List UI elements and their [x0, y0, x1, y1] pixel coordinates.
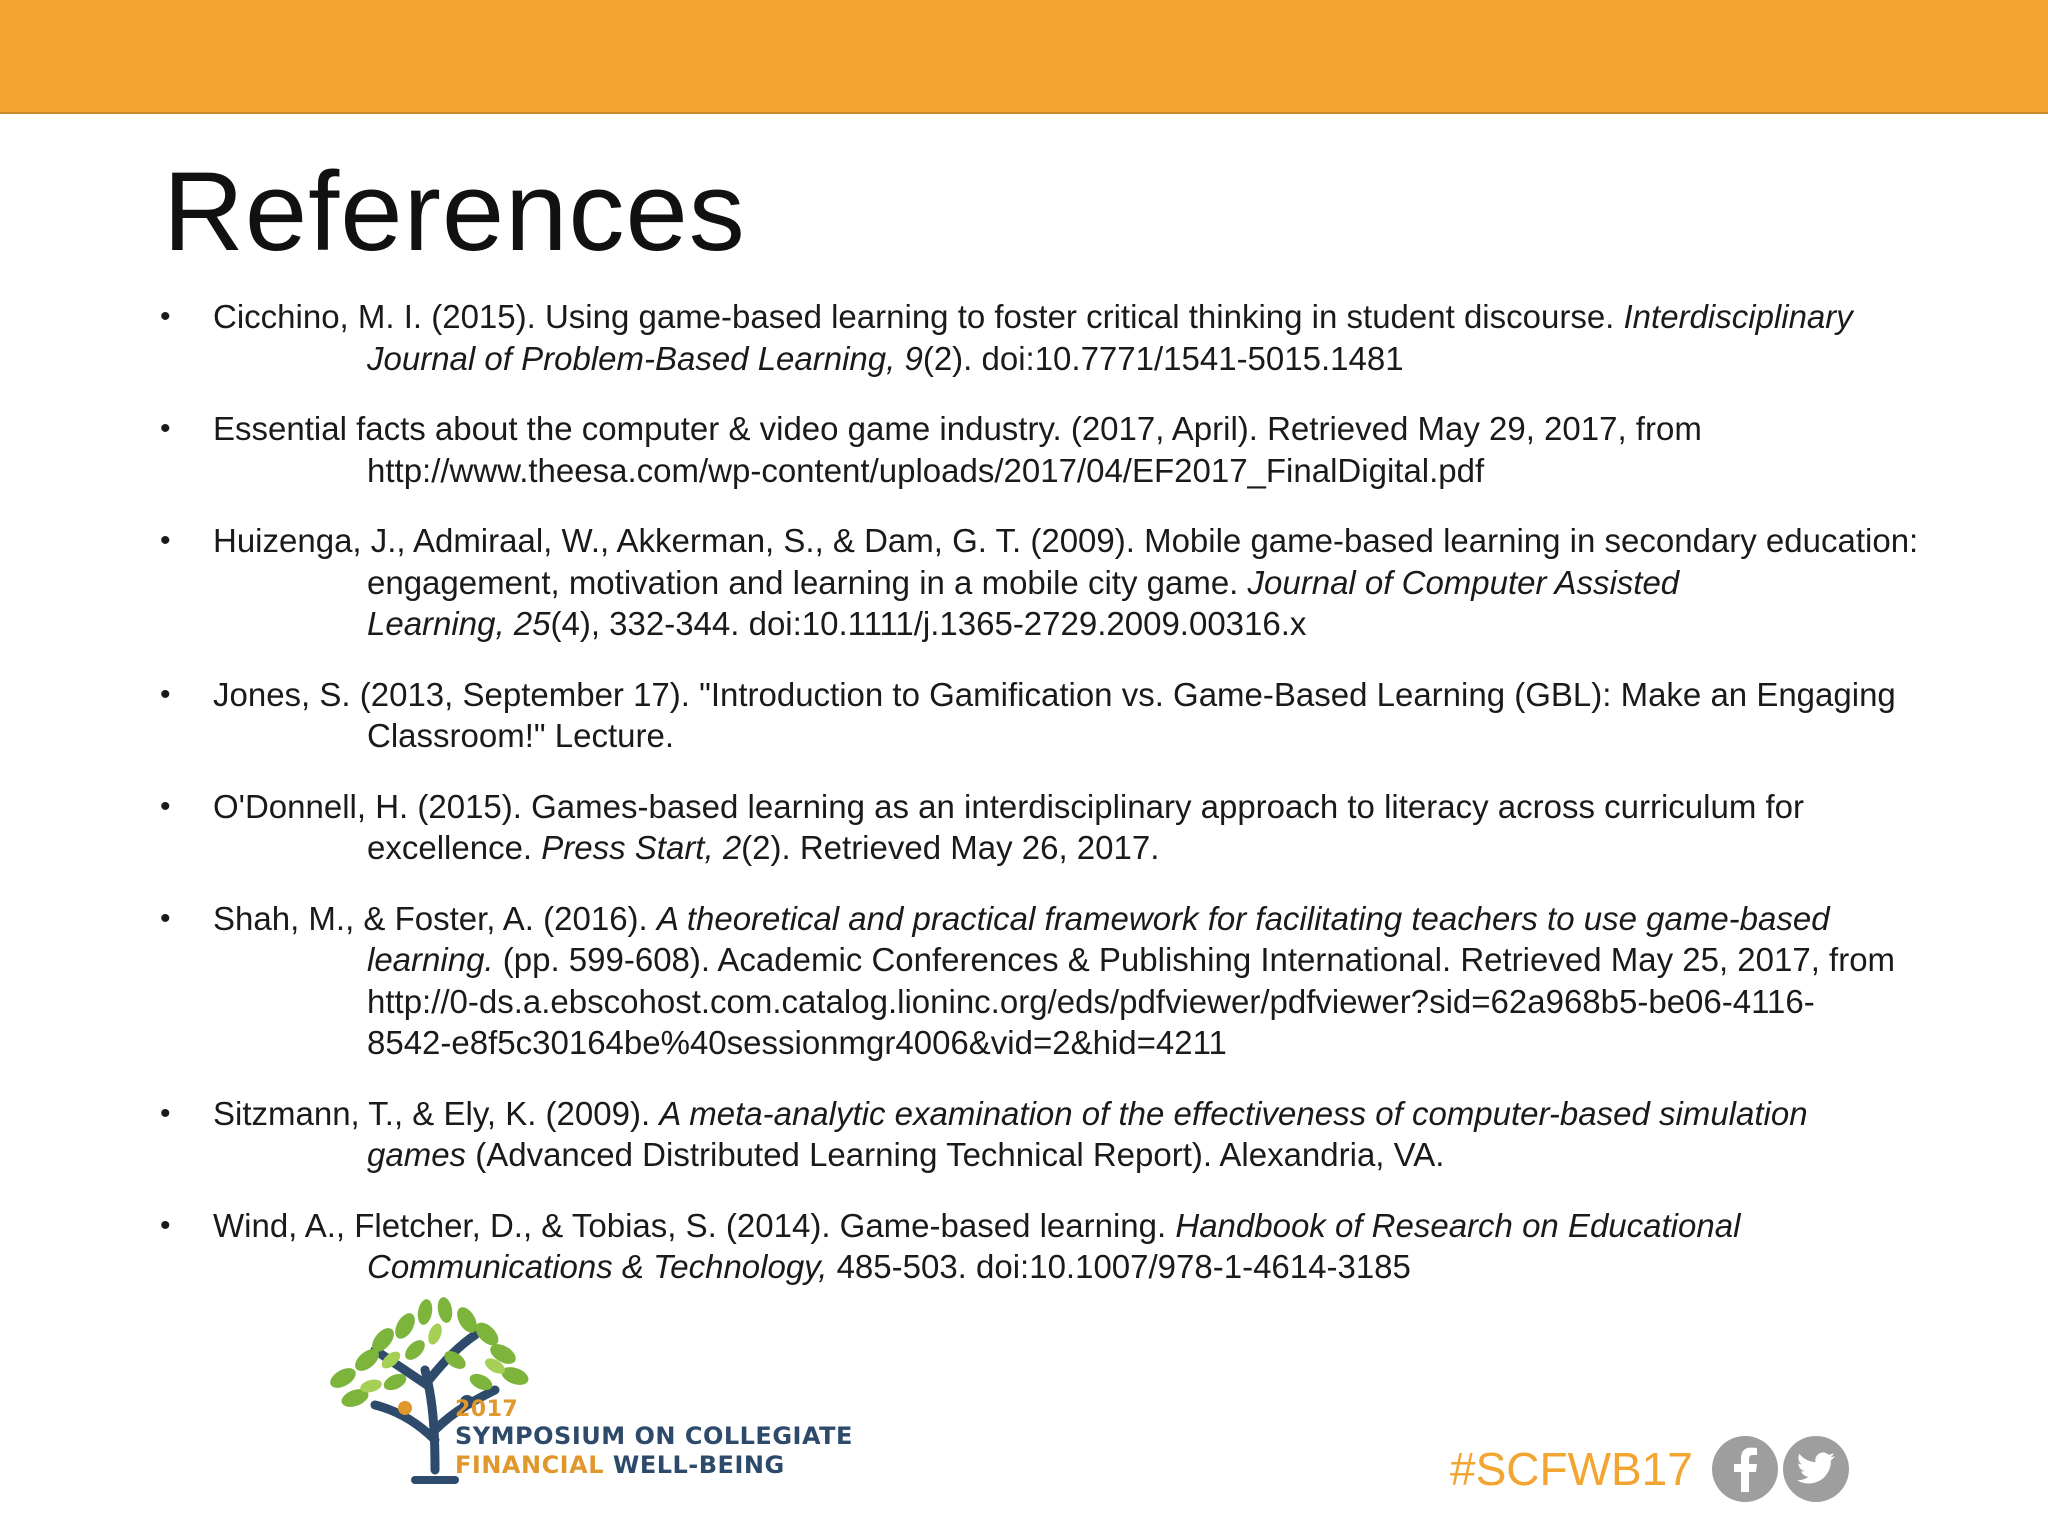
- top-accent-bar: [0, 0, 2048, 114]
- bullet: •: [160, 1096, 171, 1130]
- reference-line: [213, 338, 2010, 380]
- reference-text: Classroom!" Lecture.: [367, 717, 674, 754]
- logo-line-1: SYMPOSIUM ON COLLEGIATE: [455, 1422, 853, 1450]
- bullet: •: [160, 901, 171, 935]
- logo-line-2: [455, 1451, 853, 1480]
- reference-item: [160, 898, 2010, 1064]
- reference-line: [213, 1246, 2010, 1288]
- reference-text: Essential facts about the computer & video game industry. (2017, April). Retrieved May 29, 2017, from: [213, 410, 1702, 447]
- bullet: •: [160, 412, 171, 445]
- reference-text: Shah, M., & Foster, A. (2016).: [213, 899, 657, 937]
- twitter-icon[interactable]: [1781, 1434, 1851, 1504]
- reference-text: http://www.theesa.com/wp-content/uploads/2017/04/EF2017_FinalDigital.pdf: [367, 451, 1485, 489]
- reference-italic-text: Journal of Problem-Based Learning, 9: [367, 339, 923, 377]
- reference-italic-text: A meta-analytic examination of the effectiveness of computer-based simulation: [659, 1094, 1808, 1132]
- page-title: References: [163, 149, 746, 274]
- reference-item: [160, 520, 2010, 645]
- reference-line: [213, 520, 2010, 562]
- reference-text: Huizenga, J., Admiraal, W., Akkerman, S., & Dam, G. T. (2009). Mobile game-based learning in secondary education:: [213, 522, 1919, 559]
- reference-line: [213, 562, 2010, 604]
- reference-italic-text: A theoretical and practical framework for facilitating teachers to use game-based: [656, 899, 1830, 937]
- reference-list: [160, 296, 2010, 1317]
- reference-text: 8542-e8f5c30164be%40sessionmgr4006&vid=2&hid=4211: [367, 1024, 1227, 1061]
- reference-item: [160, 1205, 2010, 1288]
- reference-text: Jones, S. (2013, September 17). "Introduction to Gamification vs. Game-Based Learning (GBL): Make an Engaging: [213, 675, 1896, 713]
- reference-text: 485-503. doi:10.1007/978-1-4614-3185: [827, 1248, 1411, 1285]
- reference-text: Cicchino, M. I. (2015). Using game-based learning to foster critical thinking in student discourse.: [213, 298, 1624, 335]
- reference-italic-text: Press Start, 2: [541, 829, 742, 866]
- logo-wordmark: [455, 1397, 853, 1480]
- reference-line: [213, 981, 2010, 1023]
- logo-year: 2017: [455, 1397, 519, 1422]
- reference-line: [213, 603, 2010, 645]
- bullet: •: [160, 1208, 171, 1242]
- reference-italic-text: Learning, 25: [367, 605, 551, 642]
- reference-item: [160, 1093, 2010, 1176]
- reference-line: [213, 674, 2010, 716]
- reference-text: O'Donnell, H. (2015). Games-based learning as an interdisciplinary approach to literacy across curriculum for: [213, 787, 1805, 825]
- facebook-icon[interactable]: [1710, 1434, 1780, 1504]
- reference-line: [213, 715, 2010, 757]
- reference-line: [213, 1205, 2010, 1247]
- reference-text: excellence.: [367, 829, 542, 866]
- reference-italic-text: games: [367, 1136, 467, 1173]
- reference-text: (2). doi:10.7771/1541-5015.1481: [922, 339, 1404, 377]
- reference-text: engagement, motivation and learning in a mobile city game.: [367, 563, 1248, 601]
- reference-line: [213, 408, 2010, 450]
- reference-text: http://0-ds.a.ebscohost.com.catalog.lioninc.org/eds/pdfviewer/pdfviewer?sid=62a968b5-be06-4116-: [367, 982, 1815, 1020]
- reference-text: (Advanced Distributed Learning Technical Report). Alexandria, VA.: [466, 1136, 1445, 1173]
- reference-text: (4), 332-344. doi:10.1111/j.1365-2729.2009.00316.x: [550, 605, 1307, 642]
- reference-text: (2). Retrieved May 26, 2017.: [741, 829, 1160, 866]
- reference-line: [213, 939, 2010, 981]
- reference-item: [160, 408, 2010, 491]
- reference-text: (pp. 599-608). Academic Conferences & Publishing International. Retrieved May 25, 2017, from: [493, 941, 1896, 978]
- reference-line: [213, 1134, 2010, 1176]
- reference-line: [213, 1093, 2010, 1135]
- logo-line-2-rest: WELL-BEING: [603, 1451, 785, 1479]
- reference-italic-text: Handbook of Research on Educational: [1175, 1206, 1741, 1244]
- reference-line: [213, 1022, 2010, 1064]
- reference-line: [213, 827, 2010, 869]
- reference-line: [213, 450, 2010, 492]
- hashtag: #SCFWB17: [1450, 1443, 1693, 1495]
- reference-italic-text: Communications & Technology,: [367, 1248, 828, 1285]
- reference-item: [160, 786, 2010, 869]
- reference-line: [213, 296, 2010, 338]
- reference-item: [160, 296, 2010, 379]
- reference-line: [213, 786, 2010, 828]
- bullet: •: [160, 300, 171, 333]
- logo-line-2-highlight: FINANCIAL: [455, 1451, 604, 1479]
- bullet: •: [160, 677, 171, 711]
- reference-italic-text: learning.: [367, 941, 494, 978]
- reference-italic-text: Interdisciplinary: [1623, 298, 1853, 335]
- reference-item: [160, 674, 2010, 757]
- bullet: •: [160, 524, 171, 557]
- reference-text: Sitzmann, T., & Ely, K. (2009).: [213, 1094, 660, 1132]
- reference-text: Wind, A., Fletcher, D., & Tobias, S. (2014). Game-based learning.: [213, 1206, 1176, 1244]
- bullet: •: [160, 789, 171, 823]
- reference-line: [213, 898, 2010, 940]
- reference-italic-text: Journal of Computer Assisted: [1247, 563, 1680, 601]
